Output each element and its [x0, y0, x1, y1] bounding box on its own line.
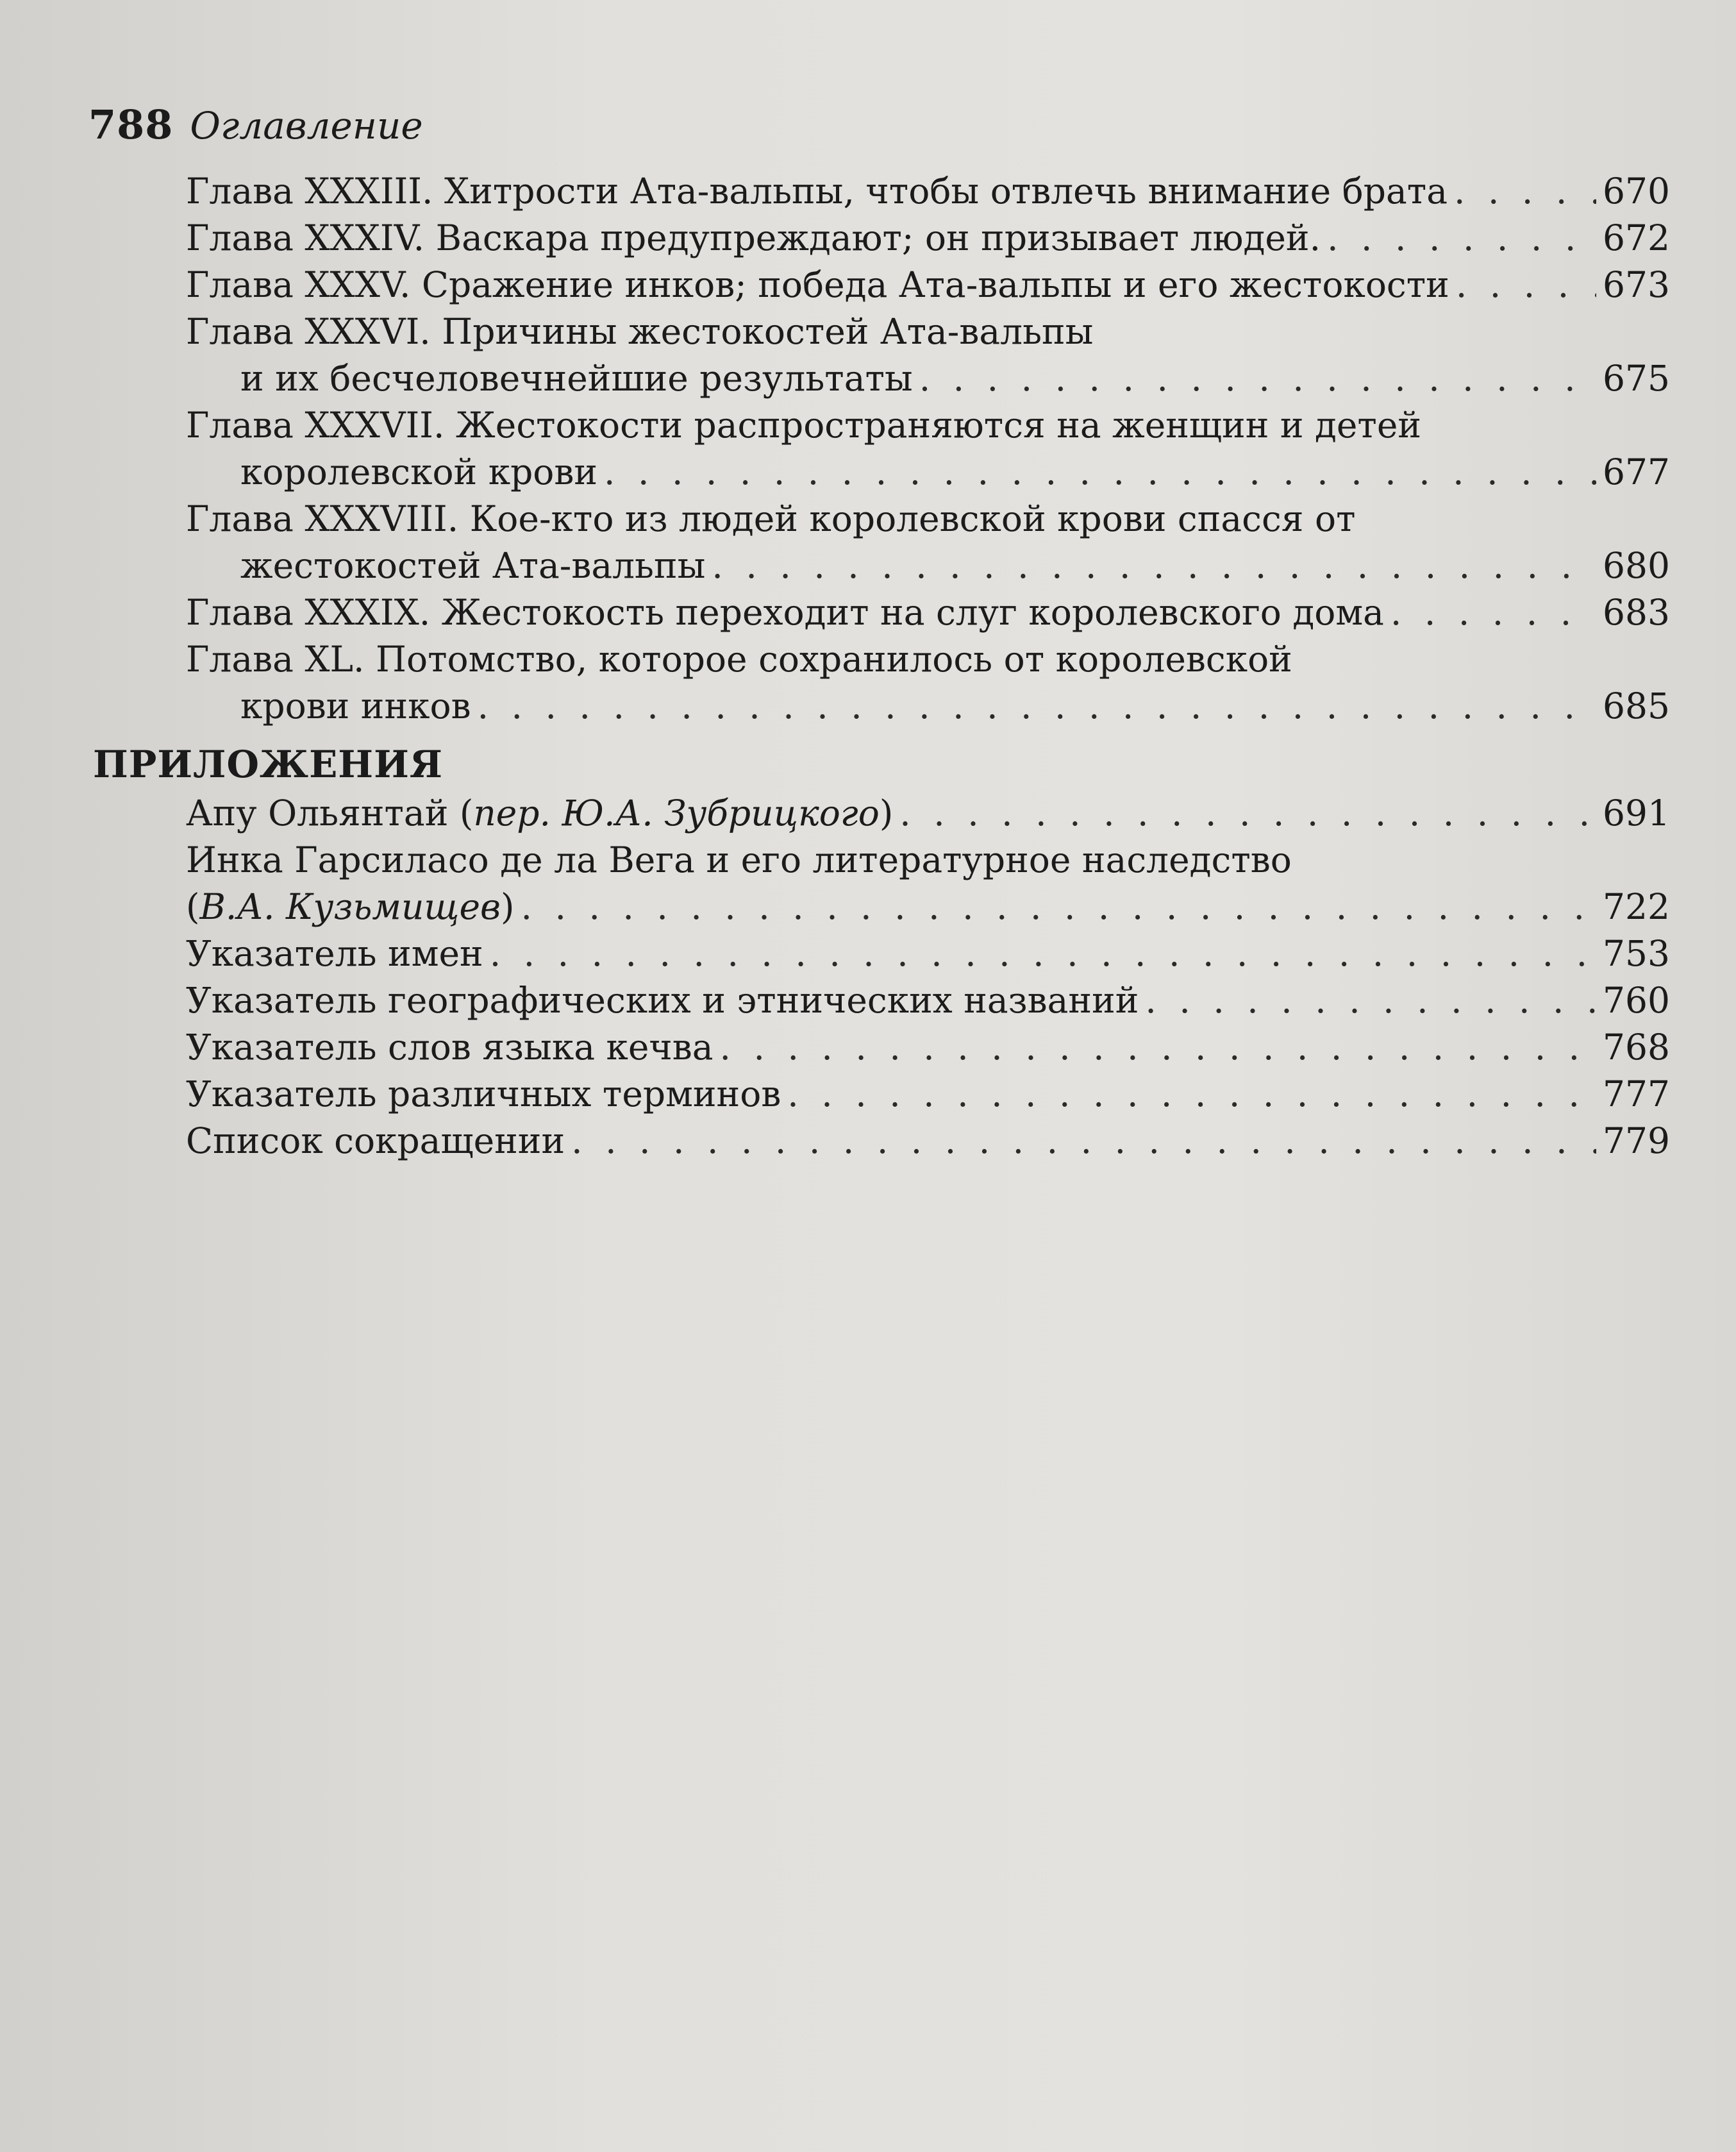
toc-entry-chapter-34 [93, 215, 1670, 262]
toc-line [186, 683, 1670, 730]
toc-entry-chapter-35 [93, 262, 1670, 308]
entry-page: 779 [1603, 1120, 1670, 1161]
toc-entry-index-quechua [93, 1024, 1670, 1071]
entry-page: 677 [1603, 451, 1670, 492]
entry-title: Глава XXXIII. Хитрости Ата-вальпы, чтобы отвлечь внимание брата [186, 171, 1448, 212]
entry-page: 760 [1603, 980, 1670, 1021]
dot-leader [1390, 589, 1596, 636]
entry-title-line2: и их бесчеловечнейшие результаты [240, 358, 913, 399]
toc-entry-abbreviations [93, 1118, 1670, 1164]
entry-title-line1: Глава XXXVI. Причины жестокостей Ата-вальпы [186, 311, 1094, 352]
olyantay-title: Апу Ольянтай ( [186, 793, 474, 834]
toc-line [186, 589, 1670, 636]
entry-page: 722 [1603, 886, 1670, 927]
entry-title-line2: жестокостей Ата-вальпы [240, 545, 706, 586]
paren-close: ) [879, 793, 894, 834]
dot-leader [899, 790, 1596, 837]
entry-title-line1: Глава XL. Потомство, которое сохранилось от королевской [186, 639, 1292, 680]
toc-line [186, 930, 1670, 977]
entry-page: 683 [1603, 592, 1670, 633]
dot-leader [604, 449, 1596, 496]
entry-title: Глава XXXIV. Васкара предупреждают; он призывает людей. [186, 217, 1321, 258]
toc-line [186, 1024, 1670, 1071]
page-header [88, 101, 423, 148]
dot-leader [1456, 262, 1596, 308]
toc-entry-index-names [93, 930, 1670, 977]
entry-title: Глава XXXIX. Жестокость переходит на слуг королевского дома [186, 592, 1384, 633]
toc-entry-chapter-38 [93, 496, 1670, 589]
dot-leader [787, 1071, 1596, 1118]
toc-line [186, 977, 1670, 1024]
entry-page: 777 [1603, 1073, 1670, 1114]
entry-title: Глава XXXV. Сражение инков; победа Ата-вальпы и его жестокости [186, 264, 1449, 305]
toc-line [186, 355, 1670, 402]
dot-leader [919, 355, 1596, 402]
entry-page: 691 [1603, 793, 1670, 834]
toc-line [186, 262, 1670, 308]
entry-title-line2: крови инков [240, 685, 471, 727]
entry-page: 672 [1603, 217, 1670, 258]
entry-page: 753 [1603, 933, 1670, 974]
entry-title-line2: королевской крови [240, 451, 598, 492]
entry-title: Список сокращении [186, 1120, 565, 1161]
toc-entry-olyantay [93, 790, 1670, 837]
page-number: 788 [88, 101, 174, 148]
toc-entry-index-geo [93, 977, 1670, 1024]
entry-page: 670 [1603, 171, 1670, 212]
toc-entry-chapter-33 [93, 168, 1670, 215]
dot-leader [571, 1118, 1596, 1164]
dot-leader [521, 884, 1597, 930]
toc-line [186, 542, 1670, 589]
toc-line [186, 215, 1670, 262]
toc-entry-garsilaso [93, 837, 1670, 930]
toc-entry-chapter-37 [93, 402, 1670, 496]
toc-entry-index-terms [93, 1071, 1670, 1118]
entry-title: Указатель имен [186, 933, 483, 974]
entry-title: Указатель слов языка кечва [186, 1027, 714, 1068]
entry-title-line1: Глава XXXVII. Жестокости распространяются на женщин и детей [186, 405, 1422, 446]
dot-leader [478, 683, 1596, 730]
entry-title: Указатель различных терминов [186, 1073, 781, 1114]
author-credit: В.А. Кузьмищев [199, 886, 501, 927]
paren-close: ) [501, 886, 515, 927]
entry-title-line2 [186, 884, 515, 930]
toc-line [186, 884, 1670, 930]
dot-leader [490, 930, 1596, 977]
dot-leader [712, 542, 1596, 589]
entry-title-line1: Инка Гарсиласо де ла Вега и его литературное наследство [186, 839, 1292, 880]
toc-line [186, 790, 1670, 837]
appendix-heading: ПРИЛОЖЕНИЯ [93, 743, 444, 786]
dot-leader [1454, 168, 1596, 215]
dot-leader [1327, 215, 1596, 262]
running-head: Оглавление [190, 104, 423, 147]
toc-line [186, 449, 1670, 496]
toc-entry-chapter-39 [93, 589, 1670, 636]
toc-line [186, 1071, 1670, 1118]
entry-title: Указатель географических и этнических названий [186, 980, 1139, 1021]
entry-page: 673 [1603, 264, 1670, 305]
toc-entry-chapter-36 [93, 308, 1670, 402]
entry-page: 680 [1603, 545, 1670, 586]
entry-page: 675 [1603, 358, 1670, 399]
dot-leader [1145, 977, 1596, 1024]
toc-entry-chapter-40 [93, 636, 1670, 730]
translator-credit: пер. Ю.А. Зубрицкого [473, 793, 880, 834]
toc-line [186, 168, 1670, 215]
dot-leader [720, 1024, 1597, 1071]
entry-title [186, 790, 893, 837]
table-of-contents [93, 168, 1670, 1164]
paren-open: ( [186, 886, 200, 927]
entry-page: 685 [1603, 685, 1670, 727]
toc-line [186, 1118, 1670, 1164]
entry-page: 768 [1603, 1027, 1670, 1068]
entry-title-line1: Глава XXXVIII. Кое-кто из людей королевской крови спасся от [186, 498, 1356, 539]
